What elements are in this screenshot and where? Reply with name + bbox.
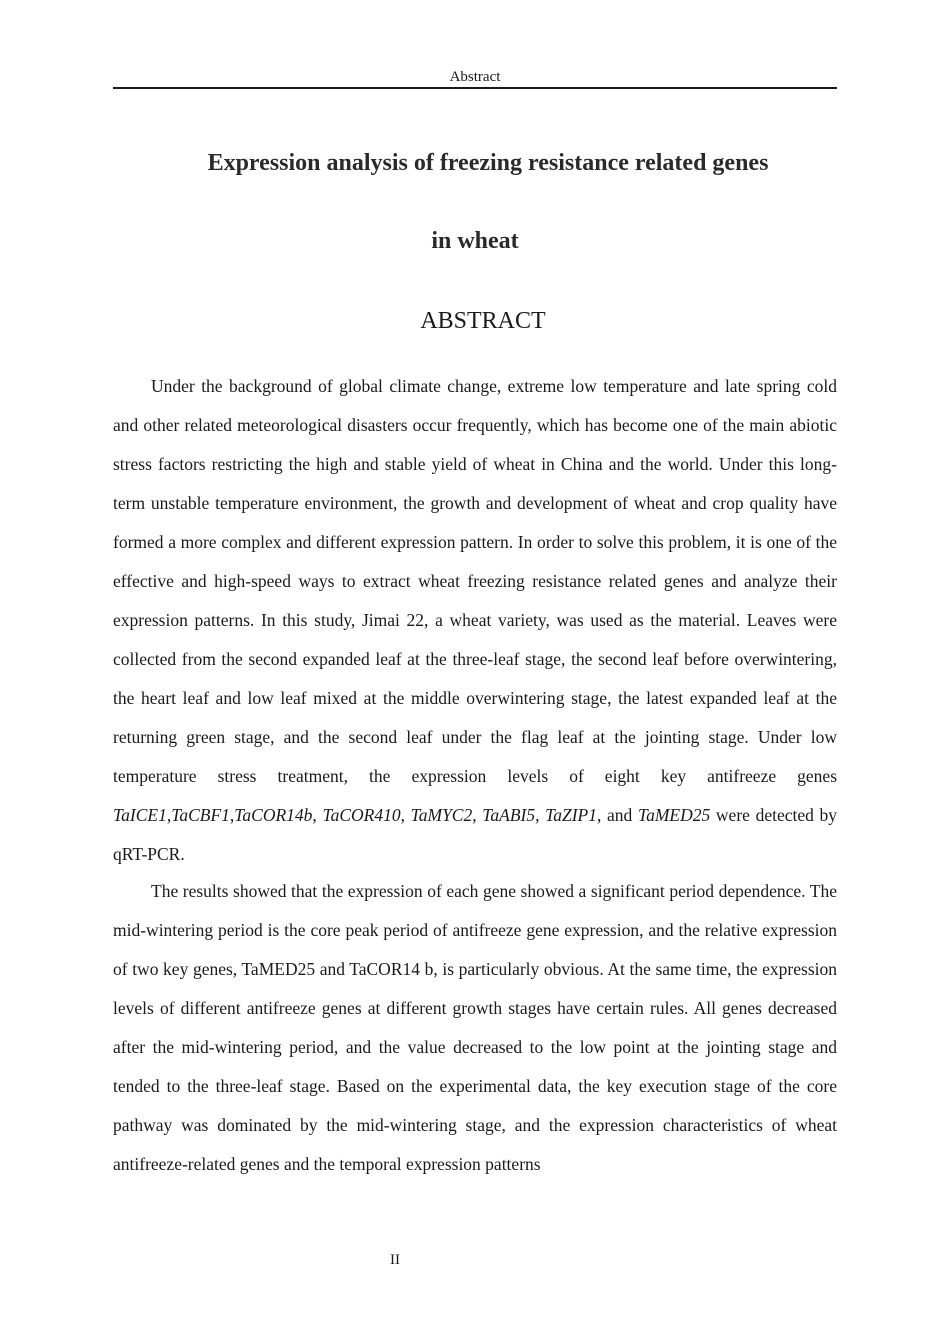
separator: ,: [400, 805, 411, 825]
page-number: II: [390, 1252, 400, 1268]
paragraph-1-tail: were detected by qRT-PCR.: [113, 805, 838, 864]
gene-name: TaCBF1: [171, 805, 230, 825]
abstract-heading: ABSTRACT: [420, 308, 546, 334]
separator: ,: [312, 805, 323, 825]
gene-name: TaCOR14b: [234, 805, 313, 825]
separator: ,: [535, 805, 546, 825]
thesis-title-line-1: Expression analysis of freezing resistance related genes: [207, 150, 769, 176]
thesis-title-line-2: in wheat: [431, 228, 519, 254]
gene-name: TaZIP1: [545, 805, 598, 825]
header-rule: [113, 87, 837, 89]
separator: ,: [472, 805, 483, 825]
gene-name: TaICE1: [113, 805, 167, 825]
gene-name: TaCOR410: [322, 805, 401, 825]
separator: ,: [229, 805, 235, 825]
gene-name: TaABI5: [482, 805, 536, 825]
running-header: Abstract: [449, 69, 501, 85]
abstract-paragraph-2: The results showed that the expression of each gene showed a significant period dependence. The mid-wintering period is the core peak period of antifreeze gene expression, and the relative expression of two key genes, TaMED25 and TaCOR14 b, is particularly obvious. At the same time, the expression levels of different antifreeze genes at different growth stages have certain rules. All genes decreased after the mid-wintering period, and the value decreased to the low point at the jointing stage and tended to the three-leaf stage. Based on the experimental data, the key execution stage of the core pathway was dominated by the mid-wintering stage, and the expression characteristics of wheat antifreeze-related genes and the temporal expression patterns: [113, 881, 837, 1174]
separator: ,: [166, 805, 172, 825]
paragraph-1-text: Under the background of global climate change, extreme low temperature and late spring cold and other related meteorological disasters occur frequently, which has become one of the main abiotic stress factors restricting the high and stable yield of wheat in China and the world. Under this long-term unstable temperature environment, the growth and development of wheat and crop quality have formed a more complex and different expression pattern. In order to solve this problem, it is one of the effective and high-speed ways to extract wheat freezing resistance related genes and analyze their expression patterns. In this study, Jimai 22, a wheat variety, was used as the material. Leaves were collected from the second expanded leaf at the three-leaf stage, the second leaf before overwintering, the heart leaf and low leaf mixed at the middle overwintering stage, the latest expanded leaf at the returning green stage, and the second leaf under the flag leaf at the jointing stage. Under low temperature stress treatment, the expression levels of eight key antifreeze genes: [113, 376, 837, 786]
gene-name: TaMED25: [637, 805, 711, 825]
abstract-paragraph-1: [113, 367, 837, 874]
gene-name: TaMYC2: [410, 805, 473, 825]
abstract-body: [113, 367, 837, 1184]
separator: , and: [597, 805, 638, 825]
